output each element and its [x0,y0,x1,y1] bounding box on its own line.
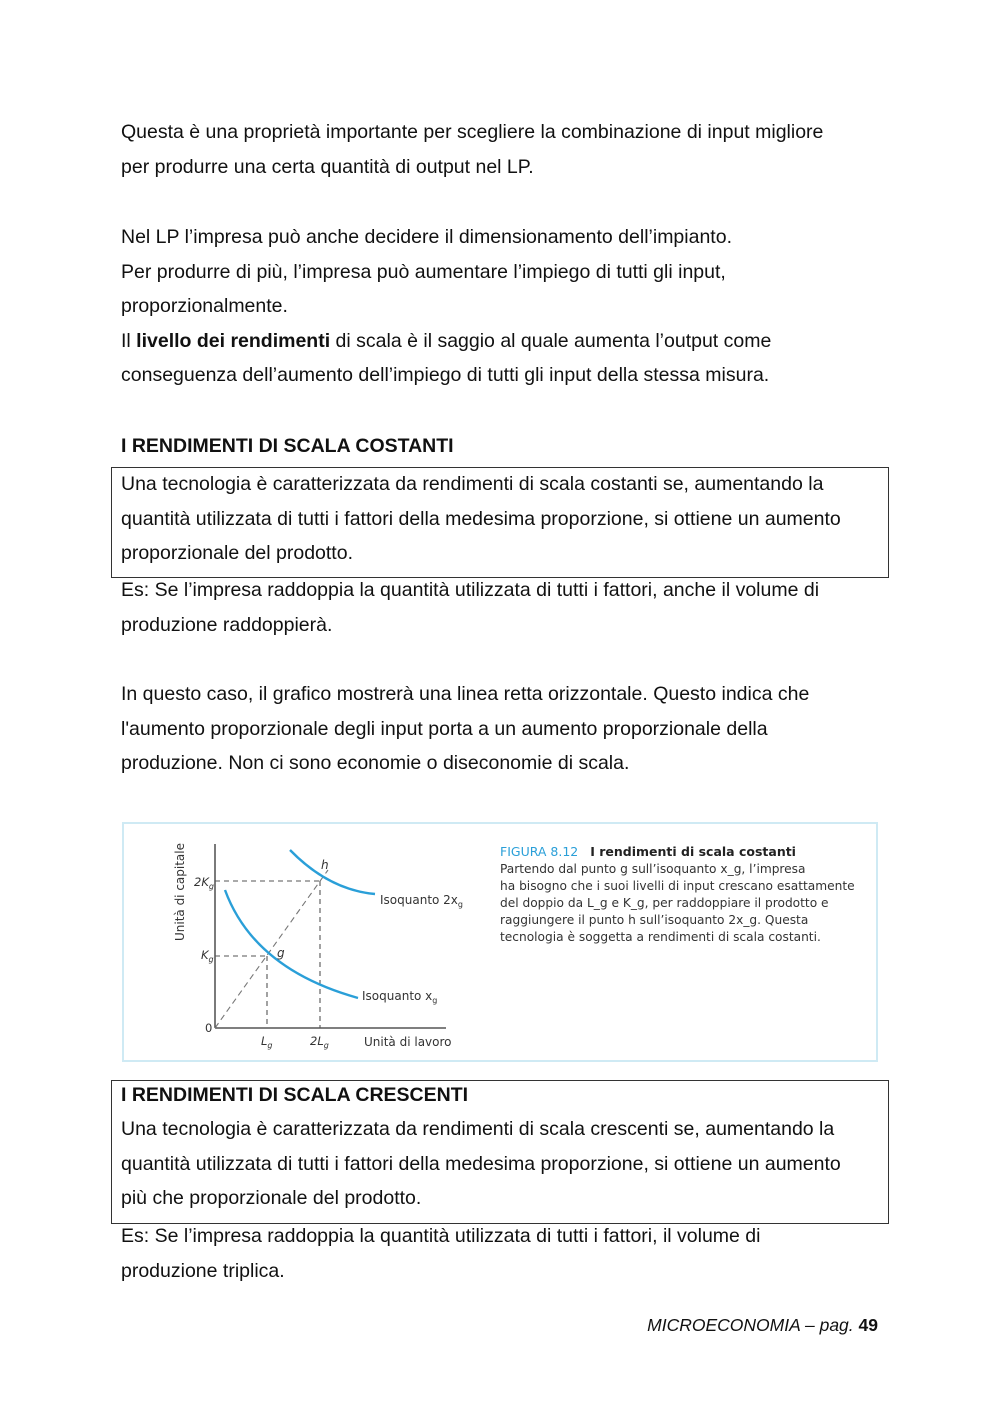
text-line: Es: Se l’impresa raddoppia la quantità utilizzata di tutti i fattori, anche il volume di [121,579,820,601]
point-g-label: g [277,946,285,960]
long-period-paragraph [121,220,771,393]
text-line: quantità utilizzata di tutti i fattori della medesima proporzione, si ottiene un aumento [121,507,841,530]
text-line: Es: Se l’impresa raddoppia la quantità utilizzata di tutti i fattori, il volume di [121,1225,761,1247]
explanation-constant [121,677,809,781]
text-line: conseguenza dell’aumento dell’impiego di tutti gli input della stessa misura. [121,364,770,386]
tick-lg: $L_g$ [261,1034,273,1050]
figure-title: I rendimenti di scala costanti [590,844,796,859]
text-line: produzione. Non ci sono economie o diseconomie di scala. [121,752,630,774]
text-line: proporzionalmente. [121,295,288,317]
text-line: più che proporzionale del prodotto. [121,1187,422,1209]
tick-2lg: $2L_g$ [310,1034,329,1050]
figure-8-12 [122,822,878,1062]
isoquant-upper-curve [290,850,375,894]
returns-definition-line [121,324,771,359]
page-footer [647,1315,878,1336]
tick-kg: $K_g$ [201,948,214,964]
isoquant-upper-label: Isoquanto $2x_g$ [380,893,463,909]
figure-caption-line: raggiungere il punto h sull’isoquanto 2x_g. Questa [500,913,809,927]
figure-caption [500,844,855,946]
footer-label: MICROECONOMIA – pag. [647,1315,854,1335]
text-line: per produrre una certa quantità di output nel LP. [121,155,534,178]
text-line: Una tecnologia è caratterizzata da rendimenti di scala costanti se, aumentando la [121,473,824,495]
text-line: produzione raddoppierà. [121,613,333,636]
text-line: Nel LP l’impresa può anche decidere il dimensionamento dell’impianto. [121,226,732,248]
text-line: proporzionale del prodotto. [121,542,353,564]
text-suffix: di scala è il saggio al quale aumenta l’output come [330,329,772,352]
text-line: Per produrre di più, l’impresa può aumentare l’impiego di tutti gli input, [121,260,726,283]
y-axis-label: Unità di capitale [173,842,187,942]
text-line: l'aumento proporzionale degli input porta a un aumento proporzionale della [121,717,768,740]
figure-caption-line: Partendo dal punto g sull’isoquanto x_g, l’impresa [500,862,806,876]
figure-number: FIGURA 8.12 [500,844,579,859]
figure-caption-line: tecnologia è soggetta a rendimenti di scala costanti. [500,930,821,944]
figure-caption-line: del doppio da L_g e K_g, per raddoppiare il prodotto e [500,896,829,910]
x-axis-label: Unità di lavoro [364,1035,452,1049]
example-increasing [121,1219,760,1288]
text-line: In questo caso, il grafico mostrerà una linea retta orizzontale. Questo indica che [121,683,810,705]
text-line: Questa è una proprietà importante per scegliere la combinazione di input migliore [121,121,824,143]
isoquant-lower-curve [225,890,358,998]
text-prefix: Il [121,329,137,352]
intro-paragraph [121,115,823,184]
origin-label: 0 [205,1021,213,1035]
tick-2kg: $2K_g$ [194,875,214,891]
definition-increasing [121,1112,841,1216]
section-heading-increasing: I RENDIMENTI DI SCALA CRESCENTI [121,1084,469,1106]
bold-term: livello dei rendimenti [136,329,331,352]
point-h-label: h [321,858,329,872]
figure-caption-title [500,844,855,859]
text-line: Una tecnologia è caratterizzata da rendimenti di scala crescenti se, aumentando la [121,1118,835,1140]
text-line: quantità utilizzata di tutti i fattori della medesima proporzione, si ottiene un aumento [121,1152,841,1175]
example-constant [121,573,819,642]
definition-constant [121,467,841,571]
page-number: 49 [858,1315,878,1335]
origin-ray [215,870,328,1028]
isoquant-lower-label: Isoquanto $x_g$ [362,989,438,1005]
text-line: produzione triplica. [121,1259,285,1282]
section-heading-constant: I RENDIMENTI DI SCALA COSTANTI [121,435,454,457]
figure-caption-line: ha bisogno che i suoi livelli di input crescano esattamente [500,879,855,893]
